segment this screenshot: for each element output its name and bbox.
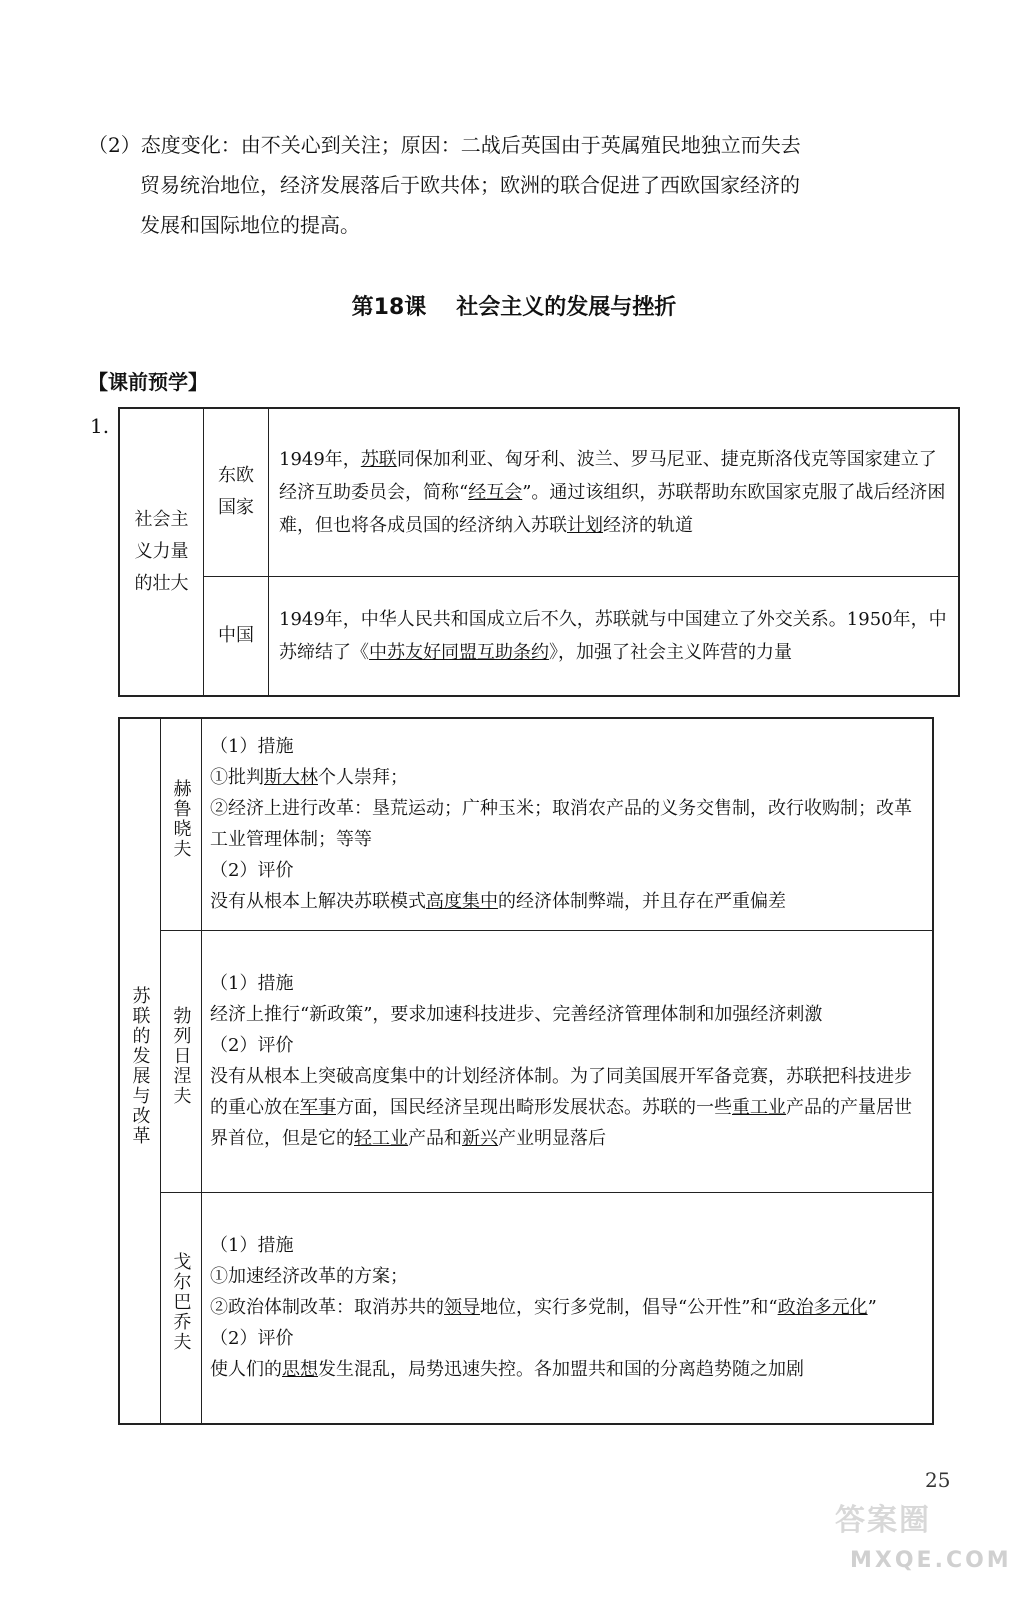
intro-line-1: （2）态度变化：由不关心到关注；原因：二战后英国由于英属殖民地独立而失去: [88, 133, 801, 157]
socialist-strength-table: [118, 407, 960, 697]
soviet-reform-table: [118, 717, 934, 1425]
item-number: 1.: [90, 414, 110, 438]
table1-row-label: 中国: [204, 576, 269, 696]
intro-paragraph: [88, 125, 938, 245]
lesson-title: [0, 290, 1028, 321]
leader-content: （1）措施 ①批判斯大林个人崇拜； ②经济上进行改革：垦荒运动；广种玉米；取消农产品的义务交售制，改行收购制；改革工业管理体制；等等 （2）评价 没有从根本上解决苏联模式高度集中的经济体制弊端，并且存在严重偏差: [202, 718, 934, 930]
watermark-url: MXQE.COM: [850, 1548, 1012, 1573]
page-number: 25: [925, 1468, 951, 1492]
leader-name: 戈尔巴乔夫: [161, 1192, 202, 1424]
table1-row-content: 1949年，中华人民共和国成立后不久，苏联就与中国建立了外交关系。1950年，中苏缔结了《中苏友好同盟互助条约》，加强了社会主义阵营的力量: [269, 576, 960, 696]
leader-name: 赫鲁晓夫: [161, 718, 202, 930]
leader-content: （1）措施 ①加速经济改革的方案； ②政治体制改革：取消苏共的领导地位，实行多党制，倡导“公开性”和“政治多元化” （2）评价 使人们的思想发生混乱，局势迅速失控。各加盟共和国的分离趋势随之加剧: [202, 1192, 934, 1424]
section-label: 【课前预学】: [88, 370, 208, 394]
lesson-name: 社会主义的发展与挫折: [456, 295, 677, 320]
leader-content: （1）措施 经济上推行“新政策”，要求加速科技进步、完善经济管理体制和加强经济刺激 （2）评价 没有从根本上突破高度集中的计划经济体制。为了同美国展开军备竞赛，苏联把科技进步的重心放在军事方面，国民经济呈现出畸形发展状态。苏联的一些重工业产品的产量居世界首位，但是它的轻工业产品和新兴产业明显落后: [202, 930, 934, 1192]
watermark-logo: 答案圈: [835, 1503, 931, 1538]
table2-category: 苏联的发展与改革: [119, 718, 161, 1424]
table1-row-label: 东欧国家: [204, 408, 269, 576]
intro-line-3: 发展和国际地位的提高。: [140, 213, 360, 237]
table1-row-content: 1949年，苏联同保加利亚、匈牙利、波兰、罗马尼亚、捷克斯洛伐克等国家建立了经济互助委员会，简称“经互会”。通过该组织，苏联帮助东欧国家克服了战后经济困难，但也将各成员国的经济纳入苏联计划经济的轨道: [269, 408, 960, 576]
lesson-number: 第18课: [351, 295, 427, 320]
intro-line-2: 贸易统治地位，经济发展落后于欧共体；欧洲的联合促进了西欧国家经济的: [140, 173, 800, 197]
leader-name: 勃列日涅夫: [161, 930, 202, 1192]
table1-category: 社会主义力量的壮大: [119, 408, 204, 696]
